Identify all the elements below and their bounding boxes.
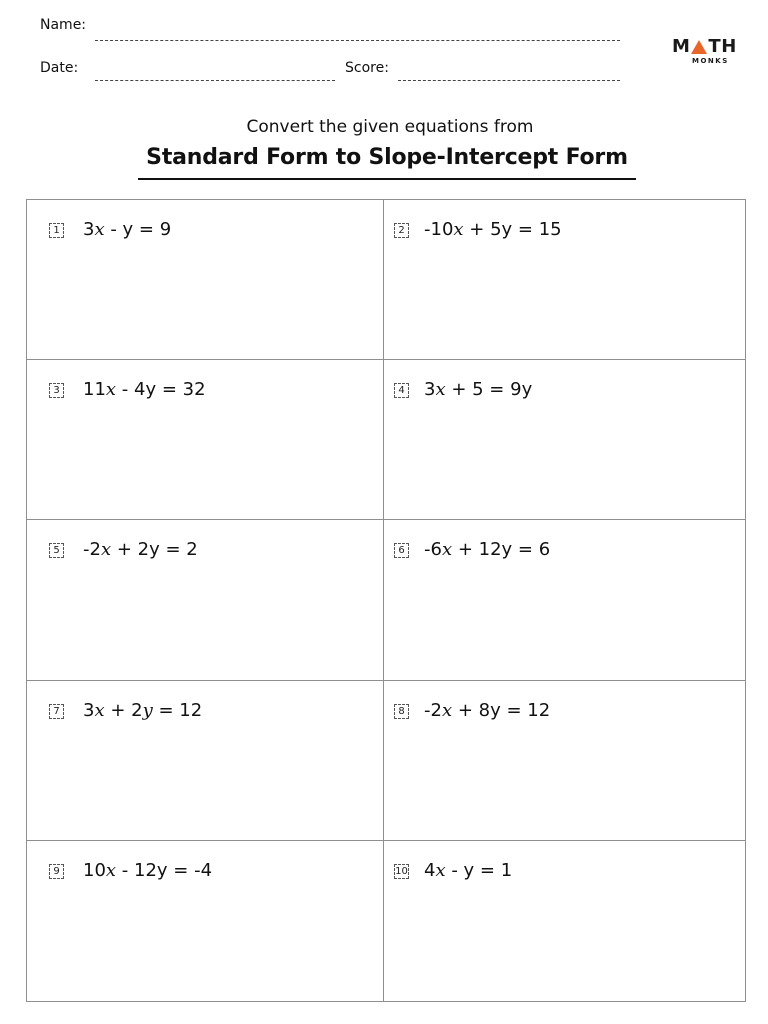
equation-text: 11	[83, 379, 106, 401]
equation-text: + 5y = 15	[463, 219, 562, 240]
problem-cell[interactable]	[27, 681, 384, 841]
problem-cell[interactable]	[27, 200, 384, 360]
equation-variable: x	[105, 859, 117, 881]
problem-equation	[83, 379, 206, 401]
problem-number: 4	[394, 383, 409, 398]
date-field[interactable]	[95, 80, 335, 81]
equation-variable: y	[142, 699, 153, 721]
problem-cell[interactable]	[384, 360, 745, 520]
problem-equation	[83, 539, 198, 561]
equation-variable: x	[441, 539, 453, 561]
problem-number: 2	[394, 223, 409, 238]
problem-number: 10	[395, 865, 408, 877]
title-underline	[138, 178, 636, 180]
equation-text: -10	[424, 219, 454, 240]
equation-text: - 4y = 32	[116, 379, 206, 401]
equation-variable: x	[441, 699, 453, 721]
problem-cell[interactable]	[27, 520, 384, 680]
logo-word	[672, 38, 738, 56]
logo-word-start: M	[672, 36, 691, 57]
problem-number: 3	[49, 383, 64, 398]
problem-number: 6	[394, 543, 409, 558]
problem-number: 7	[49, 704, 64, 719]
equation-variable: x	[435, 379, 446, 401]
equation-text: 10	[83, 859, 106, 881]
equation-variable: x	[94, 699, 105, 721]
equation-text: 3	[83, 219, 95, 240]
worksheet-title: Standard Form to Slope-Intercept Form	[146, 145, 628, 170]
problem-equation	[424, 860, 512, 882]
equation-variable: x	[94, 219, 105, 240]
equation-text: 4	[424, 859, 436, 881]
logo-sub: MONKS	[692, 57, 729, 65]
equation-variable: x	[453, 219, 464, 240]
name-label: Name:	[40, 17, 87, 33]
logo-triangle-icon	[691, 40, 707, 54]
equation-text: - y = 1	[445, 859, 513, 881]
equation-text: 3	[424, 379, 436, 401]
problem-grid	[26, 199, 746, 1002]
problem-cell[interactable]	[384, 841, 745, 1001]
problem-equation	[83, 700, 202, 722]
math-monks-logo	[672, 38, 738, 72]
problem-number: 9	[49, 864, 64, 879]
instruction-line: Convert the given equations from	[246, 117, 534, 137]
problem-cell[interactable]	[384, 681, 745, 841]
problem-equation	[424, 379, 532, 401]
problem-equation	[424, 539, 550, 561]
logo-word-end: TH	[708, 36, 737, 57]
equation-text: -2	[424, 699, 442, 721]
equation-text: - y = 9	[104, 219, 172, 240]
problem-cell[interactable]	[27, 841, 384, 1001]
equation-text: -2	[83, 539, 101, 561]
equation-text: + 2	[104, 699, 143, 721]
equation-text: - 12y = -4	[116, 859, 213, 881]
equation-variable: x	[105, 379, 117, 401]
problem-equation	[424, 700, 550, 722]
problem-equation	[83, 860, 212, 882]
name-field[interactable]	[95, 40, 620, 41]
equation-variable: x	[435, 859, 446, 881]
equation-variable: x	[100, 539, 112, 561]
equation-text: 3	[83, 699, 95, 721]
problem-number: 8	[394, 704, 409, 719]
problem-number: 5	[49, 543, 64, 558]
equation-text: + 12y = 6	[452, 539, 551, 561]
equation-text: + 2y = 2	[111, 539, 198, 561]
problem-number: 1	[49, 223, 64, 238]
equation-text: -6	[424, 539, 442, 561]
score-label: Score:	[345, 60, 389, 76]
problem-cell[interactable]	[384, 200, 745, 360]
problem-equation	[83, 219, 171, 241]
equation-text: + 5 = 9y	[445, 379, 533, 401]
problem-cell[interactable]	[384, 520, 745, 680]
score-field[interactable]	[398, 80, 620, 81]
equation-text: = 12	[152, 699, 203, 721]
problem-cell[interactable]	[27, 360, 384, 520]
problem-equation	[424, 219, 562, 241]
date-label: Date:	[40, 60, 79, 76]
equation-text: + 8y = 12	[452, 699, 551, 721]
